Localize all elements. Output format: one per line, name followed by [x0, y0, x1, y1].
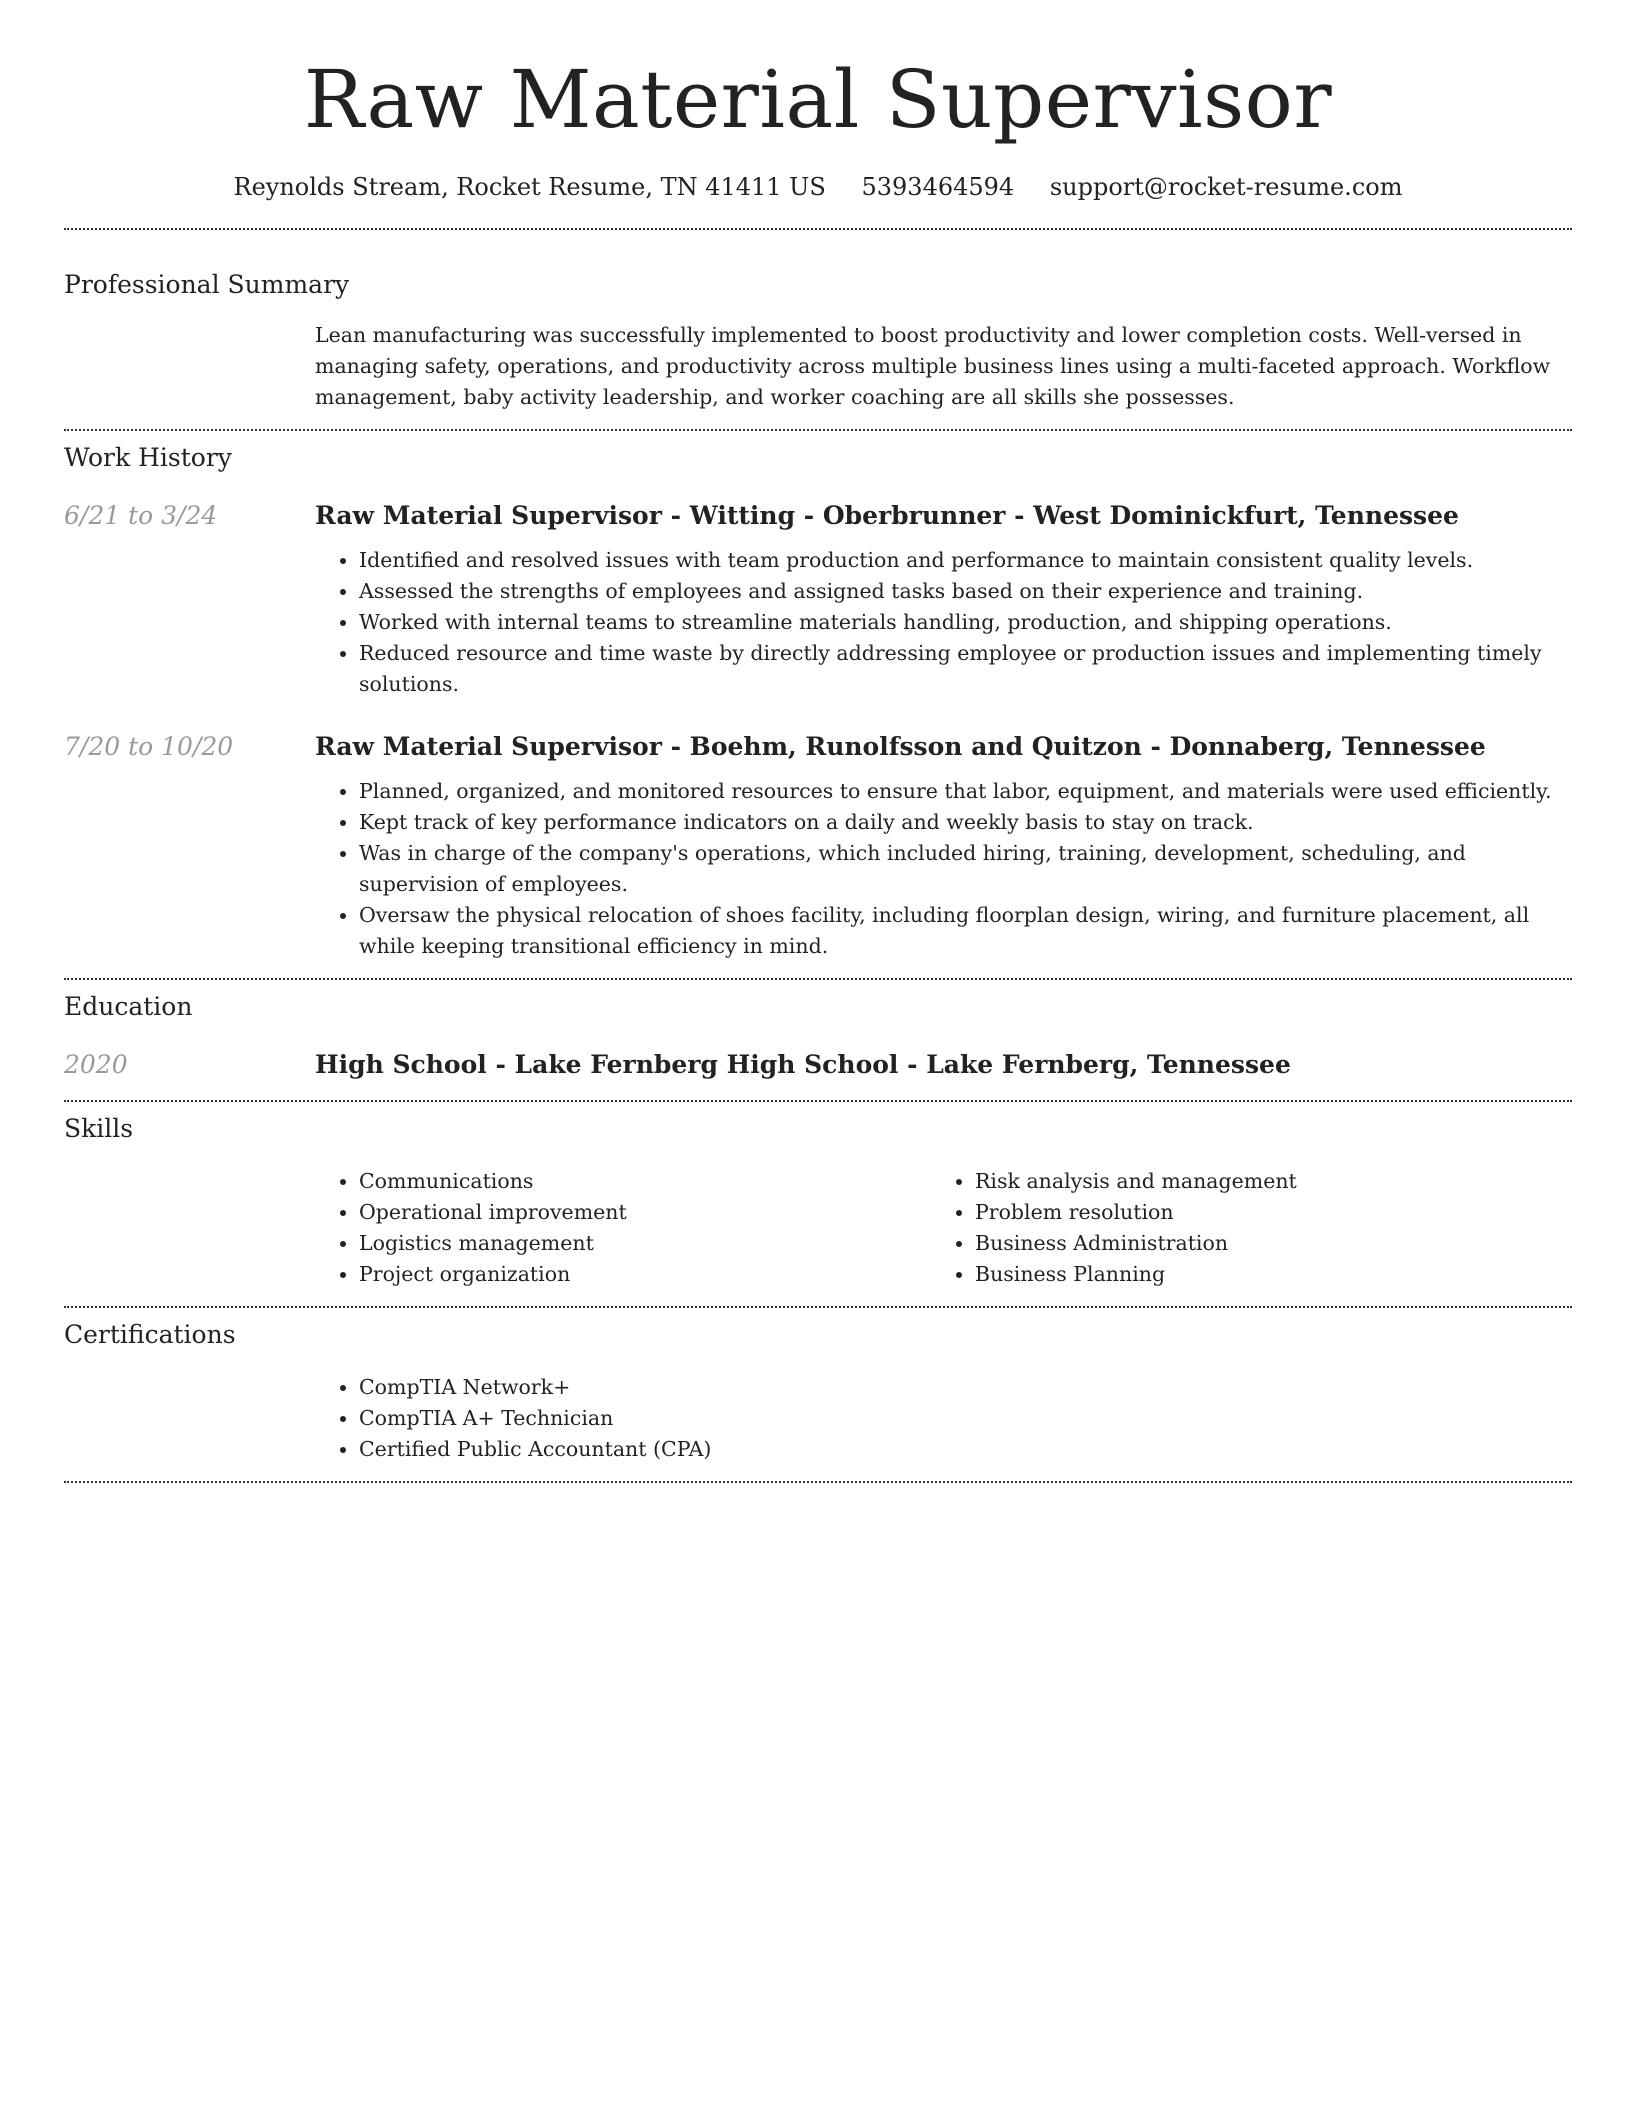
job-title: Raw Material Supervisor - Witting - Oberbrunner - West Dominickfurt, Tennessee [315, 501, 1459, 530]
skills-list-left [315, 1166, 931, 1290]
list-item: • Worked with internal teams to streamline materials handling, production, and shipping operations. [359, 607, 1572, 638]
summary-section [64, 230, 1572, 429]
contact-email: support@rocket-resume.com [1049, 173, 1403, 201]
resume-page [64, 0, 1572, 1483]
education-entry [64, 1048, 1572, 1082]
certifications-divider [64, 1481, 1572, 1483]
list-item: • Problem resolution [975, 1197, 1547, 1228]
education-title: Education [64, 992, 193, 1021]
list-item: • Logistics management [359, 1228, 931, 1259]
list-item: • Reduced resource and time waste by directly addressing employee or production issues and implementing timely solutions. [359, 638, 1572, 700]
list-item: • Oversaw the physical relocation of shoes facility, including floorplan design, wiring, and furniture placement, all while keeping transitional efficiency in mind. [359, 900, 1572, 962]
contact-phone: 5393464594 [861, 173, 1015, 201]
list-item: • Operational improvement [359, 1197, 931, 1228]
list-item: • Kept track of key performance indicators on a daily and weekly basis to stay on track. [359, 807, 1572, 838]
certifications-section [64, 1308, 1572, 1481]
job-date: 7/20 to 10/20 [64, 732, 234, 761]
list-item: • Planned, organized, and monitored resources to ensure that labor, equipment, and materials were used efficiently. [359, 776, 1572, 807]
job-bullets [315, 776, 1572, 962]
job-title: Raw Material Supervisor - Boehm, Runolfsson and Quitzon - Donnaberg, Tennessee [315, 732, 1486, 761]
job-entry [64, 730, 1572, 962]
certifications-title: Certifications [64, 1320, 236, 1349]
skills-title: Skills [64, 1114, 134, 1143]
list-item: • Business Administration [975, 1228, 1547, 1259]
education-section [64, 980, 1572, 1100]
list-item: • Communications [359, 1166, 931, 1197]
work-history-section [64, 431, 1572, 978]
education-date: 2020 [64, 1050, 128, 1079]
list-item: • Identified and resolved issues with team production and performance to maintain consistent quality levels. [359, 545, 1572, 576]
education-degree: High School - Lake Fernberg High School - Lake Fernberg, Tennessee [315, 1050, 1291, 1079]
job-entry [64, 499, 1572, 700]
skills-section [64, 1102, 1572, 1306]
list-item: • Was in charge of the company's operations, which included hiring, training, development, scheduling, and supervision of employees. [359, 838, 1572, 900]
list-item: • Business Planning [975, 1259, 1547, 1290]
contact-address: Reynolds Stream, Rocket Resume, TN 41411 US [233, 173, 826, 201]
list-item: • Assessed the strengths of employees and assigned tasks based on their experience and training. [359, 576, 1572, 607]
list-item: • Project organization [359, 1259, 931, 1290]
candidate-name: Raw Material Supervisor [303, 53, 1333, 146]
list-item: • CompTIA Network+ [359, 1372, 1572, 1403]
summary-text: Lean manufacturing was successfully implemented to boost productivity and lower completion costs. Well-versed in managing safety, operations, and productivity across multiple business lines using a multi-faceted approach. Workflow management, baby activity leadership, and worker coaching are all skills she possesses. [315, 323, 1551, 409]
certifications-list [315, 1372, 1572, 1465]
contact-line [64, 170, 1572, 204]
list-item: • Risk analysis and management [975, 1166, 1547, 1197]
job-bullets [315, 545, 1572, 700]
skills-list-right [931, 1166, 1547, 1290]
summary-title: Professional Summary [64, 270, 350, 299]
job-date: 6/21 to 3/24 [64, 501, 218, 530]
work-history-title: Work History [64, 443, 232, 472]
list-item: • CompTIA A+ Technician [359, 1403, 1572, 1434]
resume-header [64, 0, 1572, 204]
list-item: • Certified Public Accountant (CPA) [359, 1434, 1572, 1465]
